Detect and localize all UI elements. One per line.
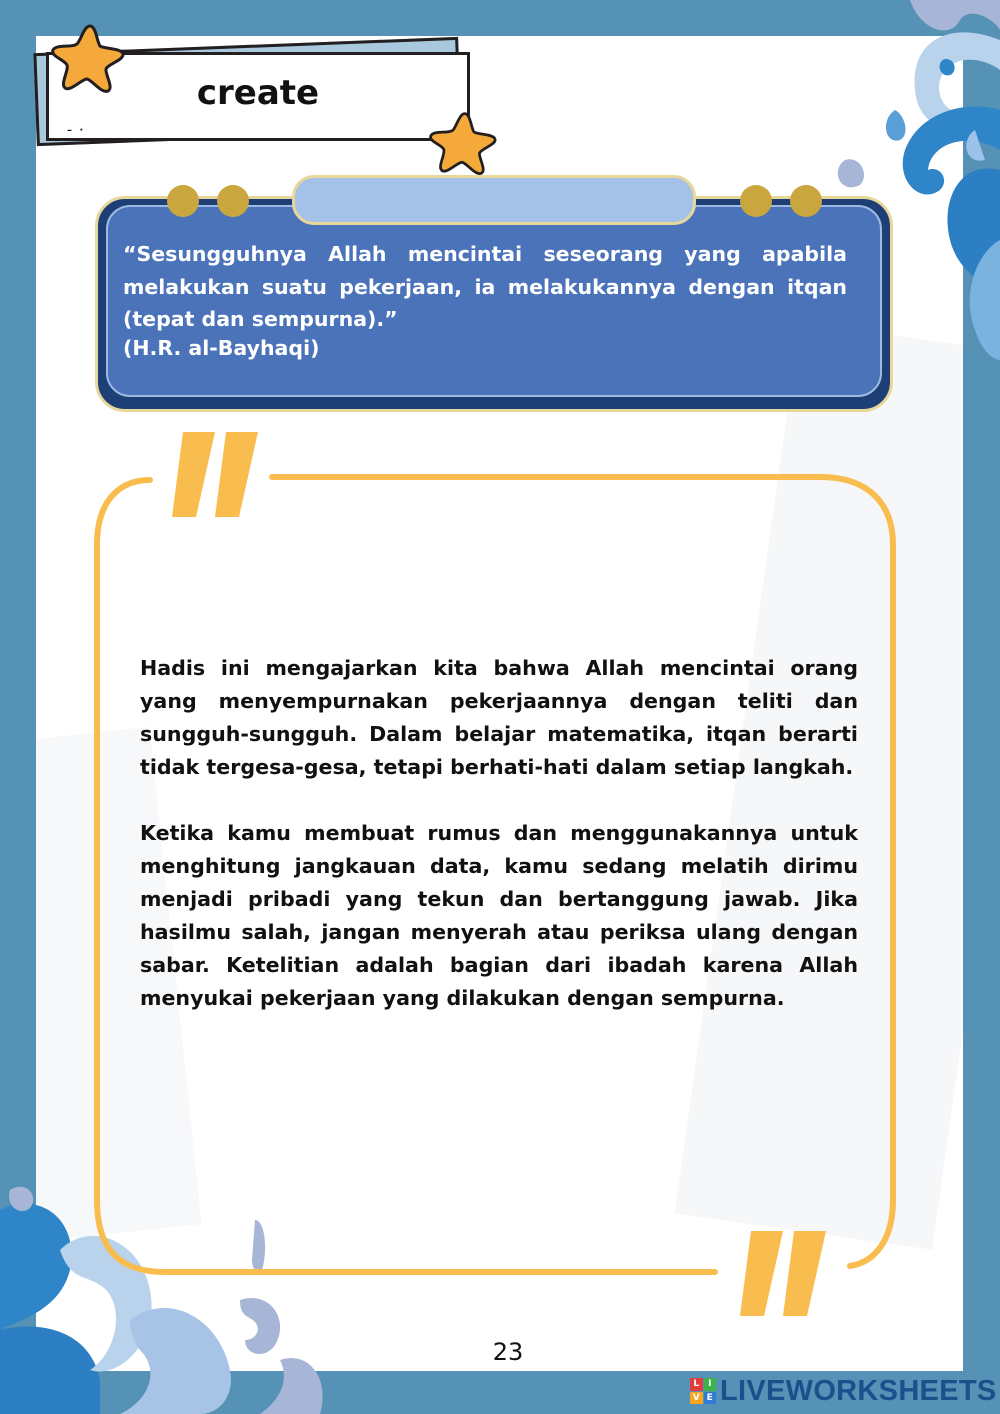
reflection-paragraph: Hadis ini mengajarkan kita bahwa Allah mencintai orang yang menyempurnakan pekerjaannya dengan teliti dan sungguh-sungguh. Dalam belajar matematika, itqan berarti tidak tergesa-gesa, tetapi berhati-hati dalam setiap langkah. bbox=[140, 656, 858, 779]
page-title: create bbox=[196, 73, 320, 113]
quote-close-icon bbox=[740, 1231, 826, 1316]
brand-watermark[interactable] bbox=[690, 1374, 997, 1408]
brand-logo-icon: L I V E bbox=[690, 1378, 716, 1404]
title-underline: – · bbox=[67, 125, 86, 136]
hadith-source: (H.R. al-Bayhaqi) bbox=[123, 336, 320, 360]
hadith-quote: “Sesungguhnya Allah mencintai seseorang yang apabila melakukan suatu pekerjaan, ia melakukannya dengan itqan (tepat dan sempurna).” bbox=[123, 242, 847, 332]
quote-open-icon bbox=[172, 432, 258, 517]
reflection-paragraph: Ketika kamu membuat rumus dan menggunakannya untuk menghitung jangkauan data, kamu sedang melatih dirimu menjadi pribadi yang tekun dan bertanggung jawab. Jika hasilmu salah, jangan menyerah atau periksa ulang dengan sabar. Ketelitian adalah bagian dari ibadah karena Allah menyukai pekerjaan yang dilakukan dengan sempurna. bbox=[140, 821, 858, 1010]
reflection-text bbox=[140, 652, 858, 1015]
page-number: 23 bbox=[492, 1338, 524, 1366]
brand-name: LIVEWORKSHEETS bbox=[720, 1374, 997, 1407]
